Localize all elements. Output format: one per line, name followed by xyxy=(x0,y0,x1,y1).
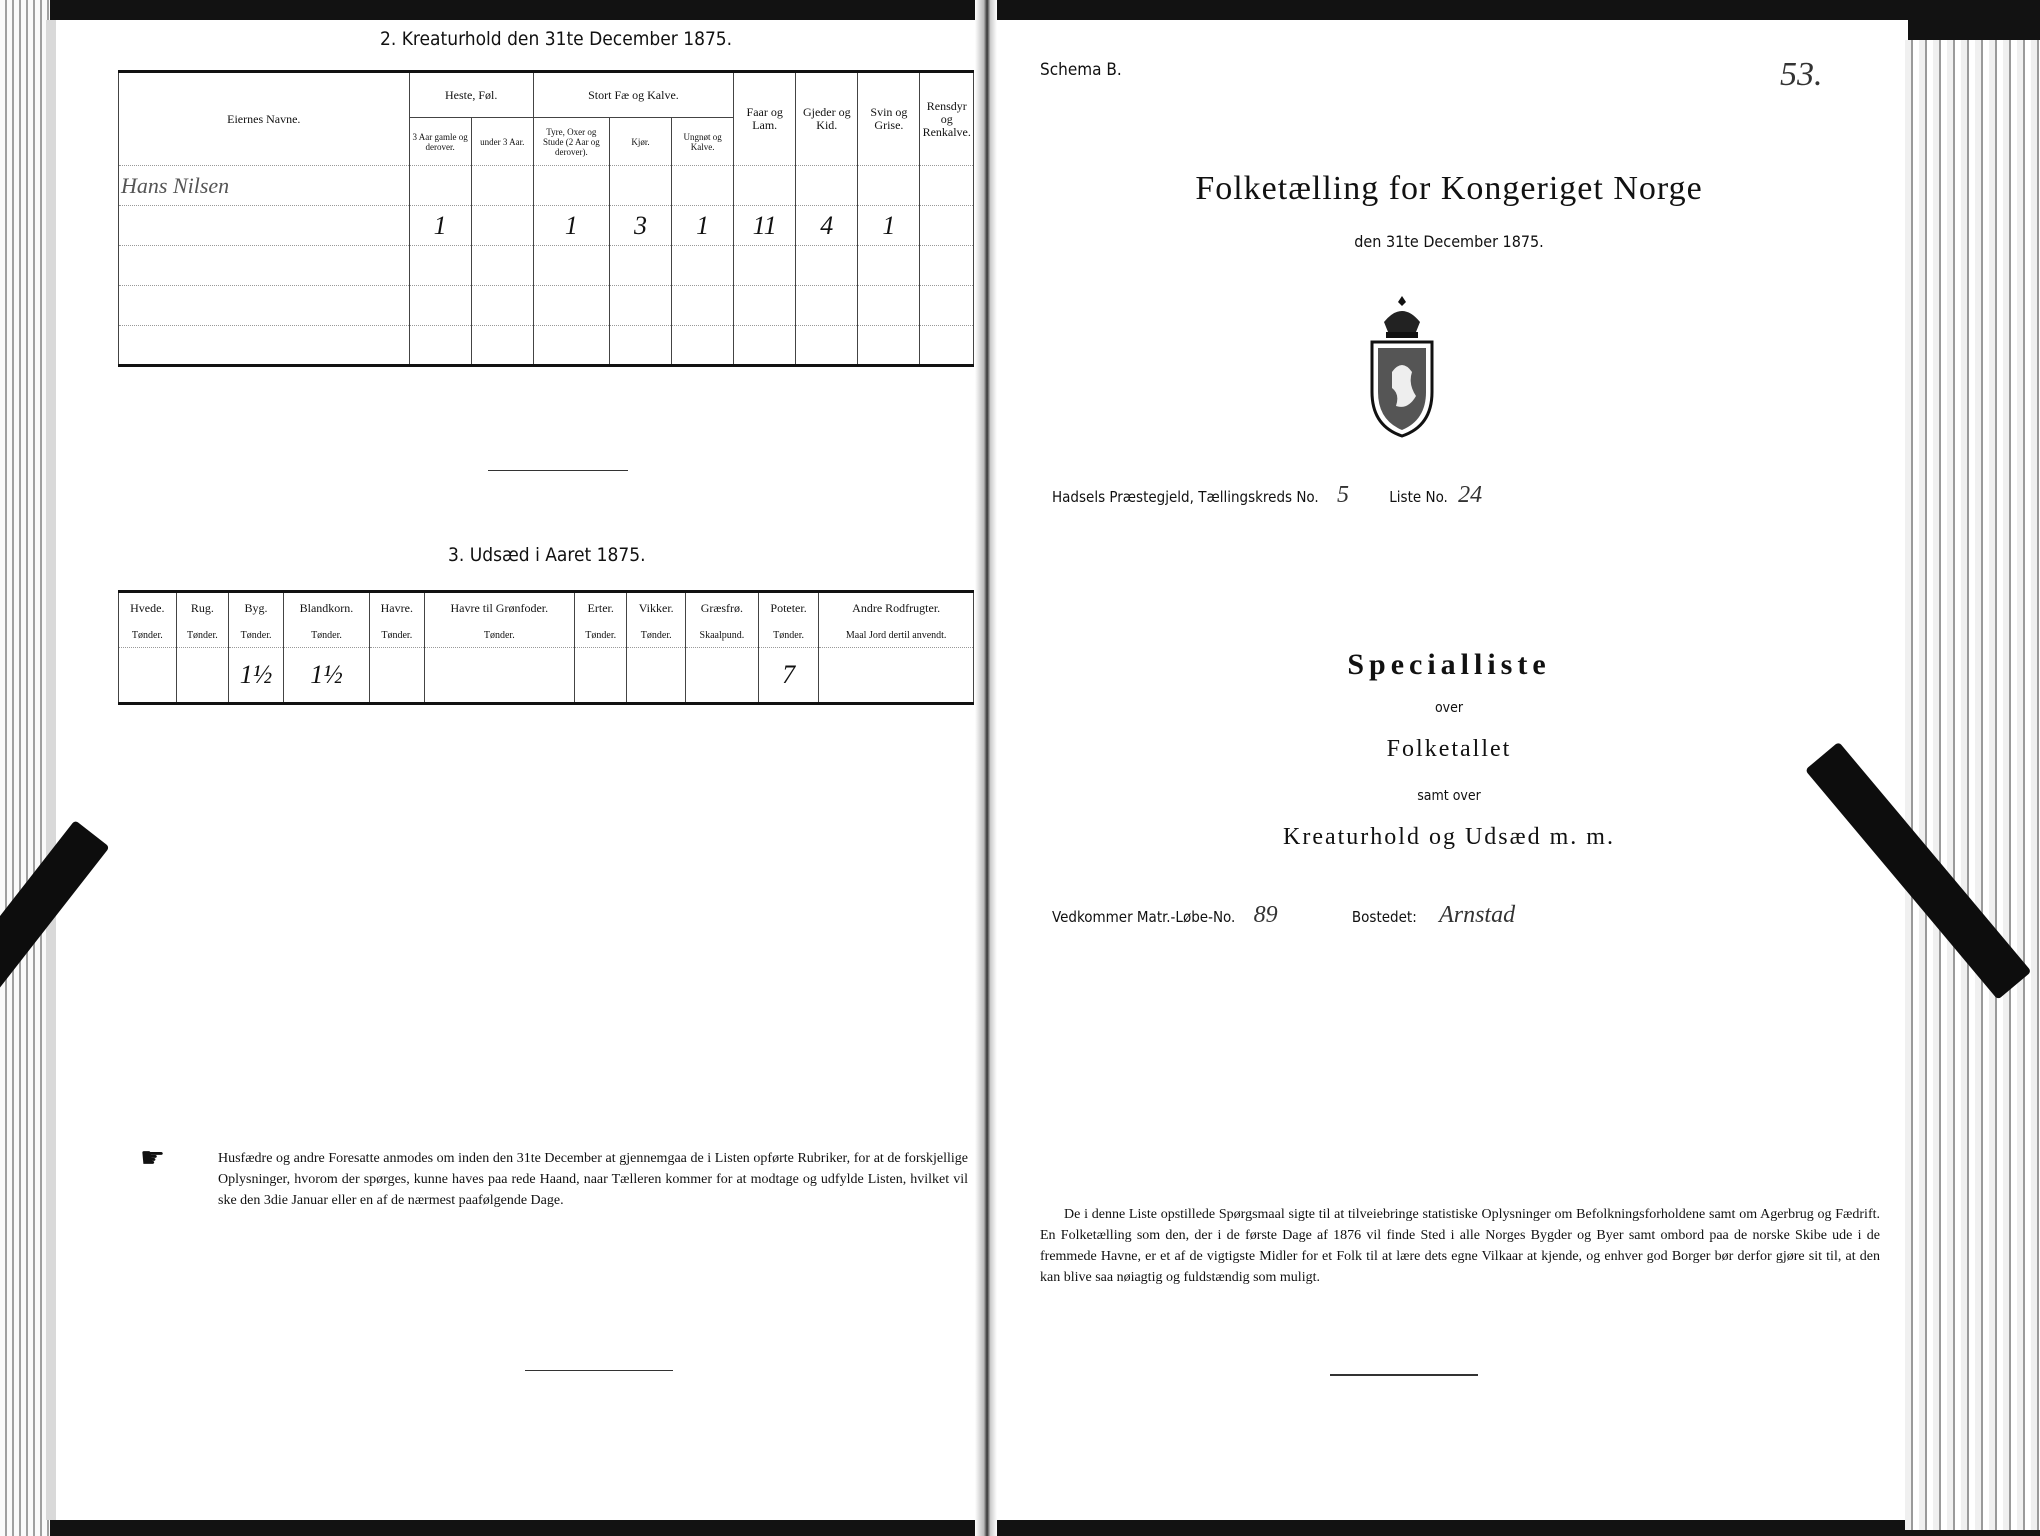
section3-title: 3. Udsæd i Aaret 1875. xyxy=(448,544,646,566)
parish-label: Hadsels Præstegjeld, xyxy=(1052,488,1194,506)
pigs-header: Svin og Grise. xyxy=(858,72,920,166)
bulls-value: 1 xyxy=(533,206,609,246)
schema-label: Schema B. xyxy=(1040,60,1122,80)
sowing-value-cell xyxy=(574,648,626,704)
horses-old-header: 3 Aar gamle og derover. xyxy=(409,118,471,166)
pigs-value: 1 xyxy=(858,206,920,246)
divider xyxy=(1330,1374,1478,1376)
bosted-label: Bostedet: xyxy=(1351,908,1417,926)
sowing-value-cell xyxy=(369,648,424,704)
table-row xyxy=(119,246,974,286)
owner-name-cell: Hans Nilsen xyxy=(119,166,410,206)
folketallet-text: Folketallet xyxy=(1386,736,1512,762)
sowing-col-header: Havre. xyxy=(369,592,424,624)
horses-old-value: 1 xyxy=(409,206,471,246)
goats-cell xyxy=(796,166,858,206)
cows-value: 3 xyxy=(609,206,671,246)
bulls-cell xyxy=(533,166,609,206)
norway-coat-of-arms-icon xyxy=(1362,292,1442,440)
sowing-col-header: Havre til Grønfoder. xyxy=(424,592,574,624)
district-value: 5 xyxy=(1337,482,1349,508)
district-label: Tællingskreds No. xyxy=(1198,488,1319,506)
sowing-col-unit: Tønder. xyxy=(627,624,686,648)
samt-over-text: samt over xyxy=(1417,788,1481,804)
cows-cell xyxy=(609,166,671,206)
sowing-col-header: Vikker. xyxy=(627,592,686,624)
young-cattle-header: Ungnøt og Kalve. xyxy=(672,118,734,166)
section2-title: 2. Kreaturhold den 31te December 1875. xyxy=(380,28,733,50)
table-row xyxy=(119,166,974,206)
sowing-col-header: Græsfrø. xyxy=(685,592,758,624)
sowing-col-unit: Skaalpund. xyxy=(685,624,758,648)
sowing-col-header: Andre Rodfrugter. xyxy=(819,592,974,624)
census-date: den 31te December 1875. xyxy=(1354,232,1544,251)
reindeer-cell xyxy=(920,166,974,206)
sowing-value-cell xyxy=(685,648,758,704)
list-value: 24 xyxy=(1458,482,1483,508)
sowing-header-row xyxy=(119,592,974,624)
sowing-col-unit: Tønder. xyxy=(574,624,626,648)
horses-header: Heste, Føl. xyxy=(409,72,533,118)
kreaturhold-text: Kreaturhold og Udsæd m. m. xyxy=(1283,824,1615,850)
sowing-value-cell: 7 xyxy=(758,648,819,704)
page-title: Folketælling for Kongeriget Norge xyxy=(1195,170,1703,207)
sowing-unit-row xyxy=(119,624,974,648)
notice-text: Husfædre og andre Foresatte anmodes om inden den 31te December at gjennemgaa de i Listen opførte Rubriker, for at de forskjellige Oplysninger, hvorom der spørges, kunne haves paa rede Haand, naar Tælleren kommer for at modtage og udfylde Listen, hvilket vil ske den 3die Januar eller en af de nærmest paafølgende Dage. xyxy=(218,1151,968,1208)
sowing-col-unit: Maal Jord dertil anvendt. xyxy=(819,624,974,648)
horses-old-cell xyxy=(409,166,471,206)
table-row xyxy=(119,648,974,704)
sowing-col-unit: Tønder. xyxy=(369,624,424,648)
cows-header: Kjør. xyxy=(609,118,671,166)
sowing-col-unit: Tønder. xyxy=(176,624,228,648)
reindeer-value xyxy=(920,206,974,246)
goats-header: Gjeder og Kid. xyxy=(796,72,858,166)
special-list-title: Specialliste xyxy=(1347,648,1551,681)
sowing-table xyxy=(118,590,974,705)
left-page-edges xyxy=(0,0,50,1536)
cattle-header: Stort Fæ og Kalve. xyxy=(533,72,733,118)
parish-line xyxy=(1052,482,1482,509)
horses-young-header: under 3 Aar. xyxy=(471,118,533,166)
page-number: 53. xyxy=(1780,56,1823,93)
bosted-value: Arnstad xyxy=(1439,902,1516,928)
matr-line xyxy=(1052,902,1515,929)
sowing-value-cell xyxy=(119,648,177,704)
sowing-col-unit: Tønder. xyxy=(424,624,574,648)
goats-value: 4 xyxy=(796,206,858,246)
young-cattle-value: 1 xyxy=(672,206,734,246)
sheep-cell xyxy=(734,166,796,206)
sowing-col-unit: Tønder. xyxy=(284,624,370,648)
table-row xyxy=(119,286,974,326)
sheep-header: Faar og Lam. xyxy=(734,72,796,166)
divider xyxy=(488,470,628,471)
matr-value: 89 xyxy=(1253,902,1278,928)
sowing-col-header: Hvede. xyxy=(119,592,177,624)
sowing-col-header: Erter. xyxy=(574,592,626,624)
horses-young-cell xyxy=(471,166,533,206)
sowing-value-cell xyxy=(627,648,686,704)
sowing-col-unit: Tønder. xyxy=(758,624,819,648)
sowing-col-header: Blandkorn. xyxy=(284,592,370,624)
sowing-col-header: Poteter. xyxy=(758,592,819,624)
pointing-hand-icon: ☛ xyxy=(140,1141,166,1174)
explanation-paragraph: De i denne Liste opstillede Spørgsmaal sigte til at tilveiebringe statistiske Oplysninger om Befolkningsforholdene samt om Agerbrug og Fædrift. En Folketælling som den, der i de første Dage af 1876 vil finde Sted i alle Norges Bygder og Byer samt ombord paa de norske Skibe ude i de fremmede Havne, er et af de vigtigste Midler for et Folk til at lære dets egne Vilkaar at kjende, og enhver god Borger bør derfor gjøre sit til, at den kan blive saa nøiagtig og fuldstændig som muligt. xyxy=(1040,1207,1880,1285)
right-page-edges xyxy=(1905,40,2040,1530)
sowing-value-cell xyxy=(176,648,228,704)
over-text: over xyxy=(1434,700,1464,716)
sowing-value-cell: 1½ xyxy=(284,648,370,704)
sowing-value-cell xyxy=(424,648,574,704)
sowing-col-unit: Tønder. xyxy=(229,624,284,648)
sowing-col-header: Rug. xyxy=(176,592,228,624)
horses-young-value xyxy=(471,206,533,246)
sowing-col-unit: Tønder. xyxy=(119,624,177,648)
matr-label: Vedkommer Matr.-Løbe-No. xyxy=(1052,908,1236,926)
reindeer-header: Rensdyr og Renkalve. xyxy=(920,72,974,166)
sheep-value: 11 xyxy=(734,206,796,246)
pigs-cell xyxy=(858,166,920,206)
divider xyxy=(525,1370,673,1371)
owner-header: Eiernes Navne. xyxy=(119,72,410,166)
sowing-value-cell xyxy=(819,648,974,704)
book-gutter xyxy=(975,0,997,1536)
table-row xyxy=(119,326,974,366)
livestock-table xyxy=(118,70,974,367)
sowing-value-cell: 1½ xyxy=(229,648,284,704)
list-label: Liste No. xyxy=(1389,488,1448,506)
young-cattle-cell xyxy=(672,166,734,206)
bulls-header: Tyre, Oxer og Stude (2 Aar og derover). xyxy=(533,118,609,166)
sowing-col-header: Byg. xyxy=(229,592,284,624)
table-row xyxy=(119,206,974,246)
